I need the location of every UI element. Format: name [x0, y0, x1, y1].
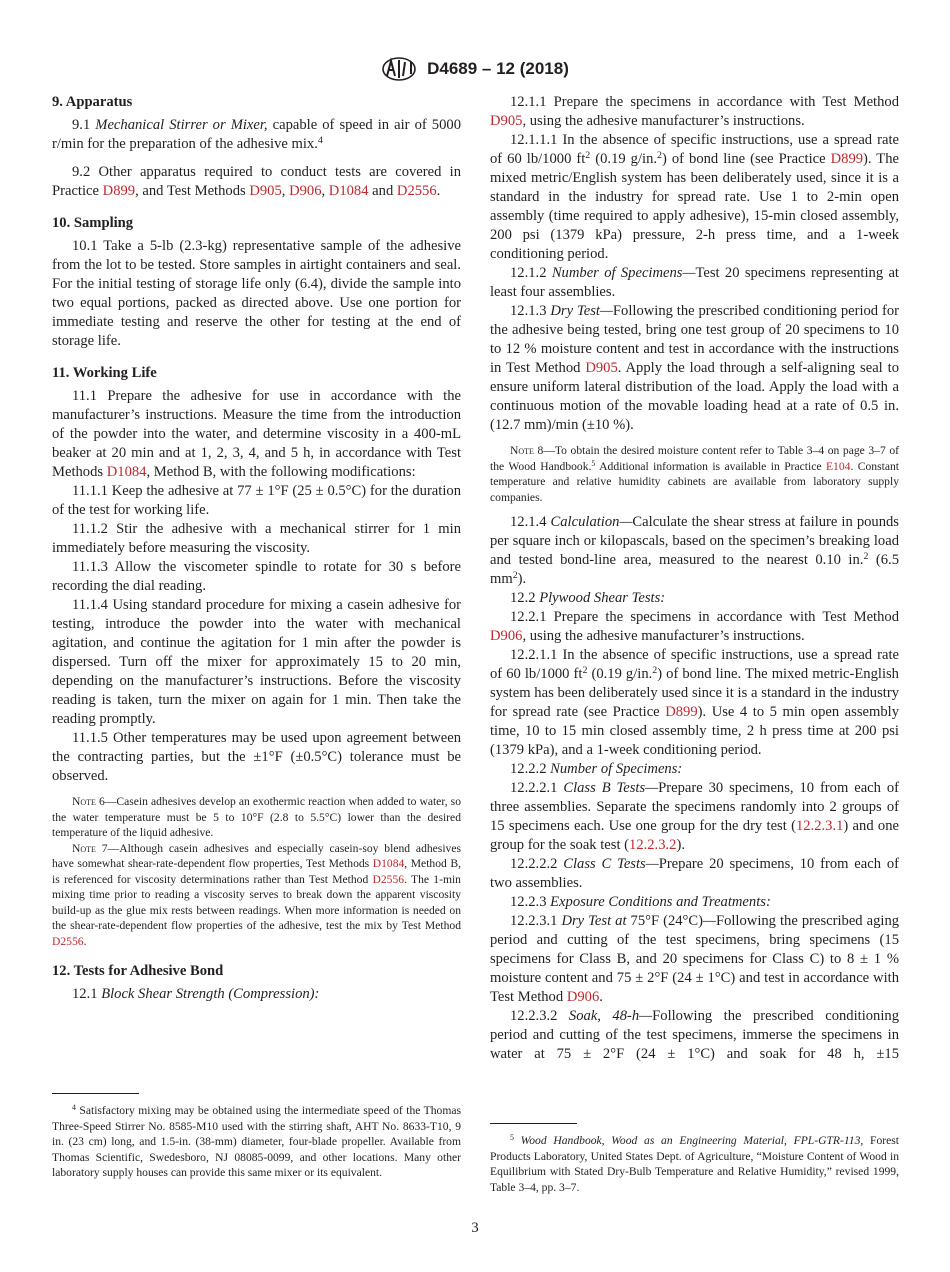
text: ). Use 4 to 5 min open assembly time, 10 to 15 min closed assembly time, 2 h press time at 200 psi (1379 kPa), and a 1-week conditioning period.: [490, 704, 899, 758]
text: , using the adhesive manufacturer’s instructions.: [522, 113, 805, 129]
paragraph: [490, 855, 899, 893]
text: ) of bond line (see Practice: [661, 151, 831, 167]
footnote: [490, 1133, 899, 1195]
note-label: Note: [510, 444, 534, 457]
text: Following the prescribed conditioning period and cutting of the test specimens, immerse the specimens in water at 75 ± 2°F (24 ± 1°C) and soak for 48 h, ±15: [490, 1008, 899, 1062]
page-number: 3: [471, 1220, 479, 1236]
text: ,: [321, 183, 329, 199]
reference-link[interactable]: D1084: [106, 464, 147, 480]
reference-link[interactable]: D906: [566, 989, 600, 1005]
text: 12.2.2.1: [510, 780, 564, 796]
superscript: 4: [317, 135, 323, 147]
text: 9.2 Other apparatus required to conduct tests are covered in Practice: [52, 164, 461, 199]
text: . Apply the load through a self-aligning seal to ensure uniform lateral distribution of the load. Apply the load with a continuous motion of the movable loading head at a rate of 0.5 in. (12.7 mm)/min (±10 %).: [490, 360, 899, 433]
italic-text: Calculation—: [550, 514, 633, 530]
reference-link[interactable]: D899: [665, 704, 698, 720]
text: Satisfactory mixing may be obtained using the intermediate speed of the Thomas Three-Speed Stirrer No. 8585-M10 used with the stirring shaft, AHT No. 8633-T10, 9 in. (23 cm) long, and 1.5-in. (38-mm) diameter, four-blade propeller. Available from Thomas Scientific, Swedesboro, NJ 08085-0099, and other locations. Many other laboratory supply houses can provide this same mixer or its equivalent.: [52, 1104, 461, 1179]
paragraph: [490, 1007, 899, 1064]
superscript: 2: [582, 665, 588, 677]
text: capable of speed in air of 5000 r/min for the preparation of the adhesive mix.: [52, 117, 461, 152]
paragraph: [490, 646, 899, 760]
text: 12.2.1 Prepare the specimens in accordance with Test Method: [510, 609, 899, 625]
note-paragraph: [490, 443, 899, 505]
paragraph: [490, 779, 899, 855]
text: 12.2.3.2: [510, 1008, 569, 1024]
text: Prepare 20 specimens, 10 from each of two assemblies.: [490, 856, 900, 891]
paragraph: [52, 482, 461, 520]
reference-link[interactable]: D905: [490, 113, 523, 129]
paragraph: [52, 237, 461, 351]
text: 9.1: [72, 117, 96, 133]
text: 11.1.4 Using standard procedure for mixing a casein adhesive for testing, introduce the powder into the water with mechanical agitation, and continue the agitation for 1 min after the powder is dispersed. Turn off the mixer for approximately 15 to 20 min, depending on the manufacturer’s instructions. Before the viscosity reading is taken, turn the mixer on again for 1 min. Then take the reading promptly.: [52, 597, 461, 727]
text: ).: [517, 571, 527, 587]
text: 12.2.3: [510, 894, 551, 910]
text: 10. Sampling: [52, 215, 134, 231]
superscript: 2: [585, 150, 591, 162]
text: ).: [676, 837, 685, 853]
text: Following the prescribed aging period and cutting of the test specimens, bring specimens (15 specimens for Class B, and 20 specimens for Class C) to 8 ± 1 % moisture content and 75 ± 2°F (24 ± 1°C) and test in accordance with Test Method: [490, 913, 900, 1005]
text: ,: [281, 183, 290, 199]
paragraph: [490, 513, 899, 589]
text: ) and one group for the soak test (: [490, 818, 899, 853]
text: [514, 1134, 521, 1147]
italic-text: Mechanical Stirrer or Mixer,: [95, 117, 268, 133]
text: 9. Apparatus: [52, 94, 133, 110]
paragraph: [490, 912, 899, 1007]
text: .: [436, 183, 441, 199]
text: . The 1-min mixing time prior to reading a viscosity serves to break down the apparent viscosity build-up as the glue mix rests between readings. When more information is needed on the shear-rate-dependent flow properties of the adhesive, test the mix by Test Method: [52, 872, 461, 932]
text: 12.1: [72, 986, 102, 1002]
note-paragraph: [52, 841, 461, 950]
paragraph: [490, 93, 899, 131]
footnote: [52, 1103, 461, 1181]
text: 11.1.3 Allow the viscometer spindle to rotate for 30 s before recording the dial reading.: [52, 559, 461, 594]
text: 12.1.1 Prepare the specimens in accordance with Test Method: [510, 94, 899, 110]
reference-link[interactable]: 12.2.3.2: [629, 837, 677, 853]
left-column: [52, 93, 461, 1004]
footnote-list: [52, 1103, 461, 1181]
text: 12.1.1.1 In the absence of specific instructions, use a spread rate of 60 lb/1000 ft: [490, 132, 899, 167]
superscript: 5: [510, 1133, 514, 1143]
text: 11.1 Prepare the adhesive for use in accordance with the manufacturer’s instructions. Measure the time from the introduction of the powder into the water, and determine viscosity in a 400-mL beaker at 20 min and at 1, 2, 3, 4, and 5 h, in accordance with Test Methods: [52, 388, 461, 480]
italic-text: Block Shear Strength (Compression):: [101, 986, 320, 1002]
section-heading: [52, 214, 461, 233]
italic-text: Soak, 48-h—: [568, 1008, 653, 1024]
text: 7—Although casein adhesives and especially casein-soy blend adhesives have somewhat shear-rate-dependent flow properties, Test Methods: [52, 841, 461, 870]
text: Following the prescribed conditioning period for the adhesive being tested, bring one test group of 20 specimens to 10 to 12 % moisture content and test in accordance with the instructions in Test Method: [490, 303, 899, 376]
footnote-list: [490, 1133, 899, 1195]
italic-text: Dry Test—: [550, 303, 613, 319]
text: 11.1.1 Keep the adhesive at 77 ± 1°F (25 ± 0.5°C) for the duration of the test for working life.: [52, 483, 461, 518]
paragraph: [490, 589, 899, 608]
text: Additional information is available in Practice: [595, 459, 826, 473]
footnotes-right: [490, 1123, 899, 1195]
italic-text: Class C Tests—: [563, 856, 659, 872]
paragraph: [52, 596, 461, 729]
reference-link[interactable]: D2556: [52, 934, 84, 948]
text: .: [599, 989, 603, 1005]
italic-text: Number of Specimens:: [550, 761, 683, 777]
text: ) of bond line. The mixed metric-English system has been deliberately used since it is a standard in the industry for spread rate (see Practice: [490, 666, 899, 720]
section-heading: [52, 93, 461, 112]
paragraph: [52, 520, 461, 558]
paragraph: [490, 760, 899, 779]
reference-link[interactable]: 12.2.3.1: [795, 818, 844, 834]
text: Calculate the shear stress at failure in pounds per square inch or kilopascals, based on the specimen’s breaking load and tested bond-line area, measured to the nearest 0.10 in.: [490, 514, 899, 568]
text: 12.2.2.2: [510, 856, 564, 872]
text: 12.1.3: [510, 303, 551, 319]
reference-link[interactable]: D905: [585, 360, 618, 376]
text: 12.2.1.1 In the absence of specific instructions, use a spread rate of 60 lb/1000 ft: [490, 647, 899, 682]
text: 11.1.5 Other temperatures may be used upon agreement between the contracting parties, but the ±1°F (±0.5°C) tolerance must be observed.: [52, 730, 461, 784]
superscript: 2: [652, 665, 658, 677]
text: (0.19 g/in.: [590, 151, 658, 167]
text: 11.1.2 Stir the adhesive with a mechanical stirrer for 1 min immediately before measuring the viscosity.: [52, 521, 461, 556]
reference-link[interactable]: E104: [825, 459, 851, 473]
reference-link[interactable]: D2556: [372, 872, 405, 886]
section-heading: [52, 962, 461, 981]
italic-text: —: [702, 913, 716, 929]
text: 11. Working Life: [52, 365, 157, 381]
text: 12.2: [510, 590, 540, 606]
text: 12.1.2: [510, 265, 552, 281]
italic-text: Exposure Conditions and Treatments:: [550, 894, 771, 910]
note-label: Note: [72, 795, 96, 808]
text: 10.1 Take a 5-lb (2.3-kg) representative sample of the adhesive from the lot to be tested. Store samples in airtight containers and seal. For the initial testing of storage life only (6.4), divide the sample into two equal portions, packed as directed above. Use one portion for immediate testing and reserve the other for testing at the end of storage life.: [52, 238, 461, 349]
right-column: [490, 93, 899, 1064]
paragraph: [490, 608, 899, 646]
reference-link[interactable]: D906: [490, 628, 523, 644]
superscript: 2: [863, 551, 869, 563]
text: 12.2.3.1: [510, 913, 562, 929]
footnote-rule: [490, 1123, 577, 1124]
italic-text: Dry Test at: [561, 913, 631, 929]
paragraph: [490, 264, 899, 302]
paragraph: [490, 131, 899, 264]
text: 12.1.4: [510, 514, 551, 530]
text: 6—Casein adhesives develop an exothermic reaction when added to water, so the water temperature must be 5 to 10°F (2.8 to 5.5°C) lower than the desired temperature of the liquid adhesive.: [52, 795, 461, 839]
text: 12.2.2: [510, 761, 551, 777]
text: ). The mixed metric/English system has been deliberately used, since it is a standard in the industry for spread rate. Use 1 to 2-min open assembly (time required to apply adhesive), 15-min closed assembly, 200 psi (1379 kPa) pressure, 2-h press time, and a 1-week conditioning period.: [490, 151, 899, 262]
note-label: Note: [72, 841, 96, 855]
text: , Method B, is referenced for viscosity determinations rather than Test Method: [52, 857, 461, 886]
reference-link[interactable]: D899: [102, 183, 136, 199]
superscript: 4: [72, 1103, 76, 1113]
reference-link[interactable]: D899: [830, 151, 864, 167]
note-paragraph: [52, 794, 461, 841]
text: , using the adhesive manufacturer’s instructions.: [522, 628, 805, 644]
paragraph: [490, 893, 899, 912]
reference-link[interactable]: D905: [249, 183, 282, 199]
paragraph: [52, 985, 461, 1004]
superscript: 5: [591, 458, 596, 468]
italic-text: Plywood Shear Tests:: [539, 590, 666, 606]
paragraph: [52, 163, 461, 201]
text: and: [368, 183, 397, 199]
text: 12. Tests for Adhesive Bond: [52, 963, 224, 979]
paragraph: [52, 729, 461, 786]
paragraph: [52, 387, 461, 482]
text: Test 20 specimens representing at least four assemblies.: [490, 265, 899, 300]
superscript: 2: [512, 570, 518, 582]
paragraph: [490, 302, 899, 435]
text: , and Test Methods: [135, 183, 250, 199]
italic-text: Wood Handbook, Wood as an Engineering Material, FPL-GTR-113,: [520, 1134, 864, 1147]
italic-text: Class B Tests—: [563, 780, 659, 796]
footnote-rule: [52, 1093, 139, 1094]
footnotes-left: [52, 1093, 461, 1181]
text: (0.19 g/in.: [587, 666, 653, 682]
text: 75°F (24°C): [630, 913, 703, 929]
italic-text: Number of Specimens—: [551, 265, 696, 281]
text: Forest Products Laboratory, United States Dept. of Agriculture, “Moisture Content of Wood in Equilibrium with Stated Dry-Bulb Temperature and Relative Humidity,” revised 1999, Table 3–4, pp. 3–7.: [490, 1134, 899, 1194]
text: .: [83, 934, 87, 948]
reference-link[interactable]: D2556: [396, 183, 437, 199]
text: , Method B, with the following modifications:: [146, 464, 416, 480]
astm-logo-icon: [381, 56, 417, 82]
section-heading: [52, 364, 461, 383]
paragraph: [52, 116, 461, 154]
text: 8—To obtain the desired moisture content refer to Table 3–4 on page 3–7 of the Wood Handbook.: [490, 444, 899, 473]
reference-link[interactable]: D1084: [372, 857, 405, 870]
page-header: [0, 56, 950, 82]
text: (6.5 mm: [490, 552, 899, 587]
text: Prepare 30 specimens, 10 from each of three assemblies. Separate the specimens randomly into 2 groups of 15 specimens each. Use one group for the dry test (: [490, 780, 900, 834]
text: . Constant temperature and relative humidity cabinets are available from laboratory supply companies.: [490, 459, 900, 504]
reference-link[interactable]: D1084: [328, 183, 369, 199]
document-designation: D4689 – 12 (2018): [427, 59, 569, 78]
paragraph: [52, 558, 461, 596]
reference-link[interactable]: D906: [289, 183, 322, 199]
superscript: 2: [657, 150, 662, 162]
